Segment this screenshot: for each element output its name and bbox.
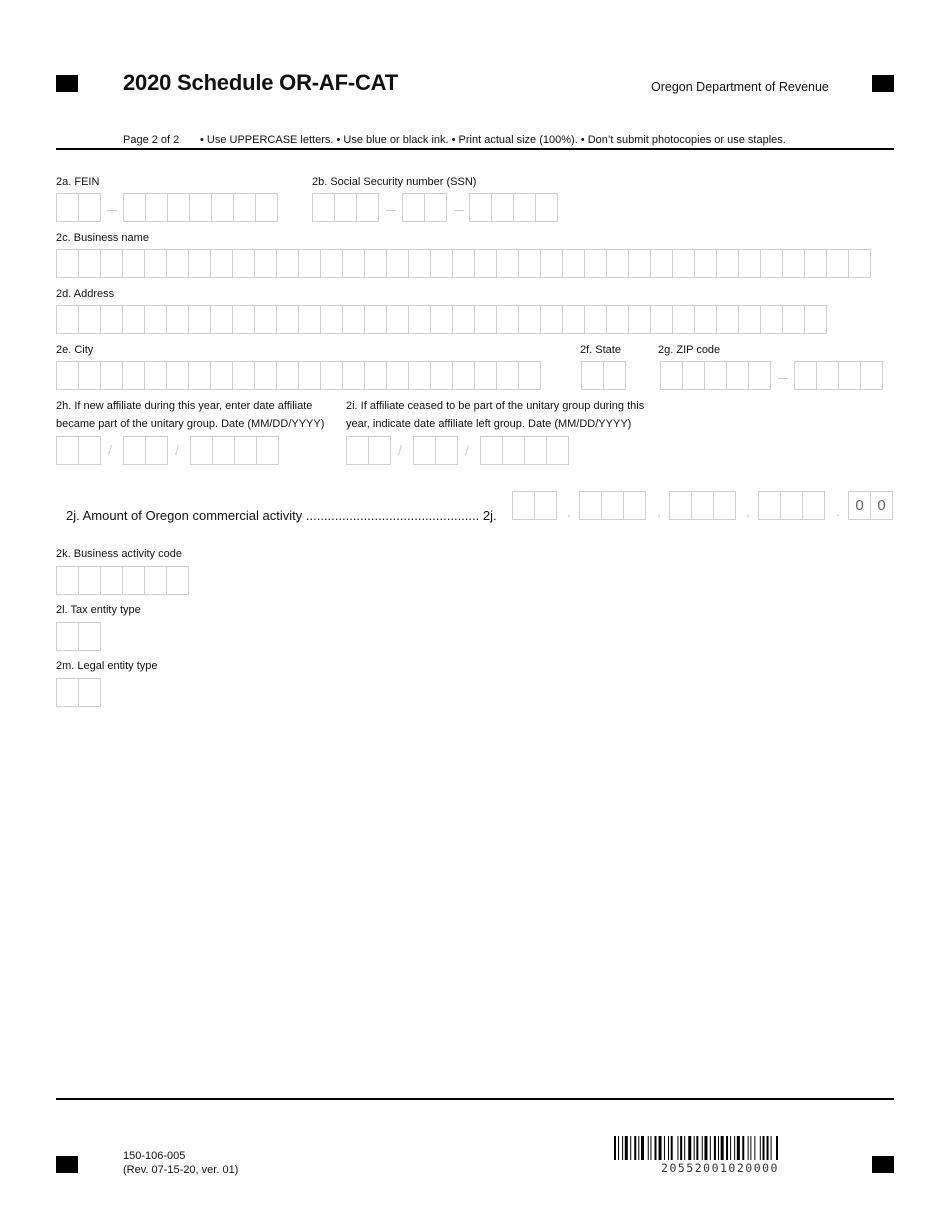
decimal-point: . (836, 503, 840, 519)
barcode-bar (737, 1136, 740, 1160)
footer-rule (56, 1098, 894, 1100)
fein-input-part2[interactable] (123, 193, 278, 222)
barcode-bar (704, 1136, 707, 1160)
legal-entity-label: 2m. Legal entity type (56, 660, 158, 672)
date-slash: / (398, 442, 402, 458)
barcode-bar (634, 1136, 636, 1160)
barcode-bar (710, 1136, 711, 1160)
form-number: 150-106-005 (123, 1150, 186, 1162)
barcode-bar (702, 1136, 703, 1160)
barcode-bar (618, 1136, 619, 1160)
ssn-input-part3[interactable] (469, 193, 558, 222)
barcode (614, 1136, 826, 1160)
instructions: • Use UPPERCASE letters. • Use blue or black ink. • Print actual size (100%). • Don’t submit photocopies or use staples. (200, 134, 786, 146)
barcode-bar (648, 1136, 649, 1160)
barcode-bar (688, 1136, 691, 1160)
city-input[interactable] (56, 361, 541, 390)
tax-entity-label: 2l. Tax entity type (56, 604, 141, 616)
tax-entity-input[interactable] (56, 622, 101, 651)
barcode-bar (734, 1136, 735, 1160)
barcode-bar (750, 1136, 751, 1160)
ceased-affiliate-label-line2: year, indicate date affiliate left group. Date (MM/DD/YYYY) (346, 418, 632, 430)
barcode-number: 20552001020000 (661, 1161, 779, 1175)
barcode-bar (730, 1136, 731, 1160)
barcode-bar (742, 1136, 744, 1160)
barcode-bar (680, 1136, 682, 1160)
ssn-input-part2[interactable] (402, 193, 447, 222)
barcode-bar (694, 1136, 695, 1160)
new-affiliate-label-line2: became part of the unitary group. Date (MM/DD/YYYY) (56, 418, 325, 430)
barcode-bar (767, 1136, 769, 1160)
ssn-label: 2b. Social Security number (SSN) (312, 176, 477, 188)
cents-digit: 0 (848, 491, 871, 520)
business-name-input[interactable] (56, 249, 871, 278)
date-slash: / (175, 442, 179, 458)
barcode-bar (622, 1136, 623, 1160)
ceased-affiliate-label-line1: 2i. If affiliate ceased to be part of the unitary group during this (346, 400, 645, 412)
registration-mark-bottom-left (56, 1156, 78, 1173)
ceased-affiliate-day-input[interactable] (413, 436, 458, 465)
barcode-bar (771, 1136, 772, 1160)
fein-dash (107, 210, 117, 211)
state-label: 2f. State (580, 344, 621, 356)
amount-input-group1[interactable] (512, 491, 557, 520)
ssn-input-part1[interactable] (312, 193, 379, 222)
amount-input-group3[interactable] (669, 491, 736, 520)
zip-input-part1[interactable] (660, 361, 771, 390)
barcode-bar (630, 1136, 631, 1160)
ssn-dash-1 (386, 210, 396, 211)
cents-digit: 0 (871, 491, 893, 520)
barcode-bar (671, 1136, 673, 1160)
ceased-affiliate-year-input[interactable] (480, 436, 569, 465)
department-name: Oregon Department of Revenue (651, 80, 829, 94)
new-affiliate-year-input[interactable] (190, 436, 279, 465)
state-input[interactable] (581, 361, 626, 390)
barcode-bar (668, 1136, 669, 1160)
barcode-bar (684, 1136, 685, 1160)
zip-dash (778, 378, 788, 379)
date-slash: / (465, 442, 469, 458)
activity-code-label: 2k. Business activity code (56, 548, 182, 560)
barcode-bar (650, 1136, 651, 1160)
barcode-bar (625, 1136, 628, 1160)
form-number-block (123, 1149, 238, 1177)
barcode-bar (664, 1136, 665, 1160)
barcode-bar (659, 1136, 662, 1160)
barcode-bar (754, 1136, 755, 1160)
fein-input-part1[interactable] (56, 193, 101, 222)
ssn-dash-2 (454, 210, 464, 211)
barcode-bar (718, 1136, 719, 1160)
zip-input-part2[interactable] (794, 361, 883, 390)
ceased-affiliate-month-input[interactable] (346, 436, 391, 465)
barcode-bar (748, 1136, 749, 1160)
date-slash: / (108, 442, 112, 458)
barcode-bar (721, 1136, 724, 1160)
address-input[interactable] (56, 305, 827, 334)
barcode-bar (614, 1136, 616, 1160)
address-label: 2d. Address (56, 288, 115, 300)
barcode-bar (726, 1136, 728, 1160)
business-name-label: 2c. Business name (56, 232, 149, 244)
new-affiliate-label-line1: 2h. If new affiliate during this year, enter date affiliate (56, 400, 313, 412)
form-title: 2020 Schedule OR-AF-CAT (123, 70, 398, 95)
comma-separator: , (657, 503, 661, 519)
activity-code-input[interactable] (56, 566, 189, 595)
barcode-bar (696, 1136, 698, 1160)
page-number: Page 2 of 2 (123, 134, 180, 146)
registration-mark-top-right (872, 75, 894, 92)
amount-label: 2j. Amount of Oregon commercial activity ................................................ 2j. (66, 508, 497, 523)
barcode-bar (641, 1136, 644, 1160)
barcode-bar (763, 1136, 765, 1160)
barcode-bar (714, 1136, 716, 1160)
registration-mark-bottom-right (872, 1156, 894, 1173)
comma-separator: , (746, 503, 750, 519)
barcode-bar (677, 1136, 678, 1160)
amount-cents (848, 491, 893, 520)
legal-entity-input[interactable] (56, 678, 101, 707)
amount-input-group4[interactable] (758, 491, 825, 520)
new-affiliate-day-input[interactable] (123, 436, 168, 465)
amount-input-group2[interactable] (579, 491, 646, 520)
comma-separator: , (567, 503, 571, 519)
new-affiliate-month-input[interactable] (56, 436, 101, 465)
barcode-bar (760, 1136, 761, 1160)
barcode-bar (655, 1136, 657, 1160)
barcode-bar (638, 1136, 639, 1160)
fein-label: 2a. FEIN (56, 176, 100, 188)
registration-mark-top-left (56, 75, 78, 92)
header-rule (56, 148, 894, 150)
barcode-bar (776, 1136, 778, 1160)
zip-label: 2g. ZIP code (658, 344, 721, 356)
city-label: 2e. City (56, 344, 94, 356)
form-revision: (Rev. 07-15-20, ver. 01) (123, 1164, 239, 1176)
